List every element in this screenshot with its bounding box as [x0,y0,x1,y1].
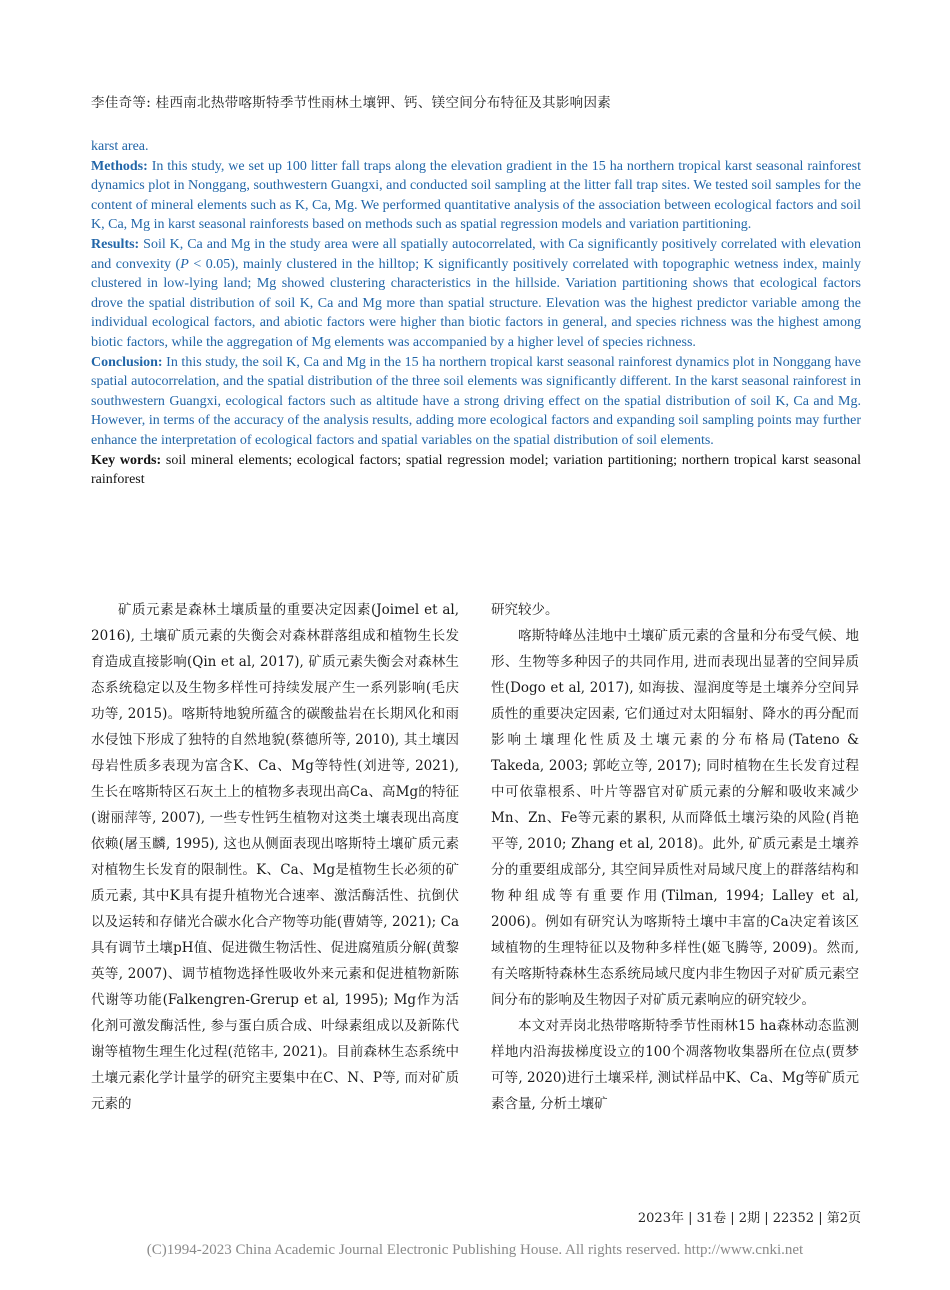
results-text-2: < 0.05), mainly clustered in the hilltop; K significantly positively correlated with topographic wetness index, mainly clustered in low-lying land; Mg showed clustering characteristics in the hillside. Variation partitioning shows that ecological factors drove the spatial distribution of soil K, Ca and Mg more than spatial structure. Elevation was the highest predictor variable among the individual ecological factors, and abiotic factors were higher than biotic factors in general, and species richness was the highest among biotic factors, while the aggregation of Mg elements was accompanied by a higher level of species richness. [91,256,861,350]
copyright-notice: (C)1994-2023 China Academic Journal Electronic Publishing House. All rights reserved. http://www.cnki.net [146,1242,804,1258]
abstract-lead-in: karst area. [91,139,149,154]
keywords-text: soil mineral elements; ecological factors; spatial regression model; variation partitioning; northern tropical karst seasonal rainforest [91,452,861,488]
abstract-results [91,235,861,353]
methods-label: Methods: [91,158,148,174]
body-column-right [491,597,859,1117]
body-paragraph: 喀斯特峰丛洼地中土壤矿质元素的含量和分布受气候、地形、生物等多种因子的共同作用, 进而表现出显著的空间异质性(Dogo et al, 2017), 如海拔、湿润度等是土壤养分空间异质性的重要决定因素, 它们通过对太阳辐射、降水的再分配而影响土壤理化性质及土壤元素的分布格局(Tateno & Takeda, 2003; 郭屹立等, 2017); 同时植物在生长发育过程中可依靠根系、叶片等器官对矿质元素的分解和吸收来减少Mn、Zn、Fe等元素的累积, 从而降低土壤污染的风险(肖艳平等, 2010; Zhang et al, 2018)。此外, 矿质元素是土壤养分的重要组成部分, 其空间异质性对局域尺度上的群落结构和物种组成等有重要作用(Tilman, 1994; Lalley et al, 2006)。例如有研究认为喀斯特土壤中丰富的Ca决定着该区域植物的生理特征以及物种多样性(姬飞腾等, 2009)。然而, 有关喀斯特森林生态系统局域尺度内非生物因子对矿质元素空间分布的影响及生物因子对矿质元素响应的研究较少。 [491,628,859,1008]
english-abstract [91,137,861,490]
abstract-conclusion [91,353,861,451]
results-p-symbol: P [180,256,189,272]
body-paragraph-continued: 研究较少。 [491,602,559,618]
results-label: Results: [91,236,140,252]
methods-text: In this study, we set up 100 litter fall traps along the elevation gradient in the 15 ha northern tropical karst seasonal rainforest dynamics plot in Nonggang, southwestern Guangxi, and conducted soil sampling at the litter fall trap sites. We tested soil samples for the content of mineral elements such as K, Ca, Mg. We performed quantitative analysis of the association between ecological factors and soil K, Ca, Mg in karst seasonal rainforests based on methods such as spatial regression models and variation partitioning. [91,158,861,233]
abstract-methods [91,157,861,235]
body-column-left [91,597,459,1117]
results-text-1: Soil K, Ca and Mg in the study area were all spatially autocorrelated, with Ca significantly positively correlated with elevation and convexity ( [91,236,861,272]
body-paragraph: 矿质元素是森林土壤质量的重要决定因素(Joimel et al, 2016), 土壤矿质元素的失衡会对森林群落组成和植物生长发育造成直接影响(Qin et al, 2017), 矿质元素失衡会对森林生态系统稳定以及生物多样性可持续发展产生一系列影响(毛庆功等, 2015)。喀斯特地貌所蕴含的碳酸盐岩在长期风化和雨水侵蚀下形成了独特的自然地貌(蔡德所等, 2010), 其土壤因母岩性质多表现为富含K、Ca、Mg等特性(刘进等, 2021), 生长在喀斯特区石灰土上的植物多表现出高Ca、高Mg的特征(谢丽萍等, 2007), 一些专性钙生植物对这类土壤表现出高度依赖(屠玉麟, 1995), 这也从侧面表现出喀斯特土壤矿质元素对植物生长发育的限制性。K、Ca、Mg是植物生长必须的矿质元素, 其中K具有提升植物光合速率、激活酶活性、抗倒伏以及运转和存储光合碳水化合产物等功能(曹婧等, 2021); Ca具有调节土壤pH值、促进微生物活性、促进腐殖质分解(黄黎英等, 2007)、调节植物选择性吸收外来元素和促进植物新陈代谢等功能(Falkengren-Grerup et al, 1995); Mg作为活化剂可激发酶活性, 参与蛋白质合成、叶绿素组成以及新陈代谢等植物生理生化过程(范铭丰, 2021)。目前森林生态系统中土壤元素化学计量学的研究主要集中在C、N、P等, 而对矿质元素的 [91,602,459,1112]
body-paragraph: 本文对弄岗北热带喀斯特季节性雨林15 ha森林动态监测样地内沿海拔梯度设立的100个凋落物收集器所在位点(贾梦可等, 2020)进行土壤采样, 测试样品中K、Ca、Mg等矿质元素含量, 分析土壤矿 [491,1018,859,1112]
conclusion-text: In this study, the soil K, Ca and Mg in the 15 ha northern tropical karst seasonal rainforest dynamics plot in Nonggang have spatial autocorrelation, and the spatial distribution of the three soil elements was significantly different. In the karst seasonal rainforest in southwestern Guangxi, ecological factors such as altitude have a strong driving effect on the spatial distribution of soil K, Ca and Mg. However, in terms of the accuracy of the analysis results, adding more ecological factors and expanding soil sampling points may further enhance the interpretation of ecological factors and spatial variables on the spatial distribution of soil elements. [91,354,861,448]
keywords-label: Key words: [91,452,162,468]
running-header: 李佳奇等: 桂西南北热带喀斯特季节性雨林土壤钾、钙、镁空间分布特征及其影响因素 [91,95,612,111]
abstract-keywords [91,451,861,490]
conclusion-label: Conclusion: [91,354,163,370]
page-footer: 2023年 | 31卷 | 2期 | 22352 | 第2页 [637,1211,861,1226]
